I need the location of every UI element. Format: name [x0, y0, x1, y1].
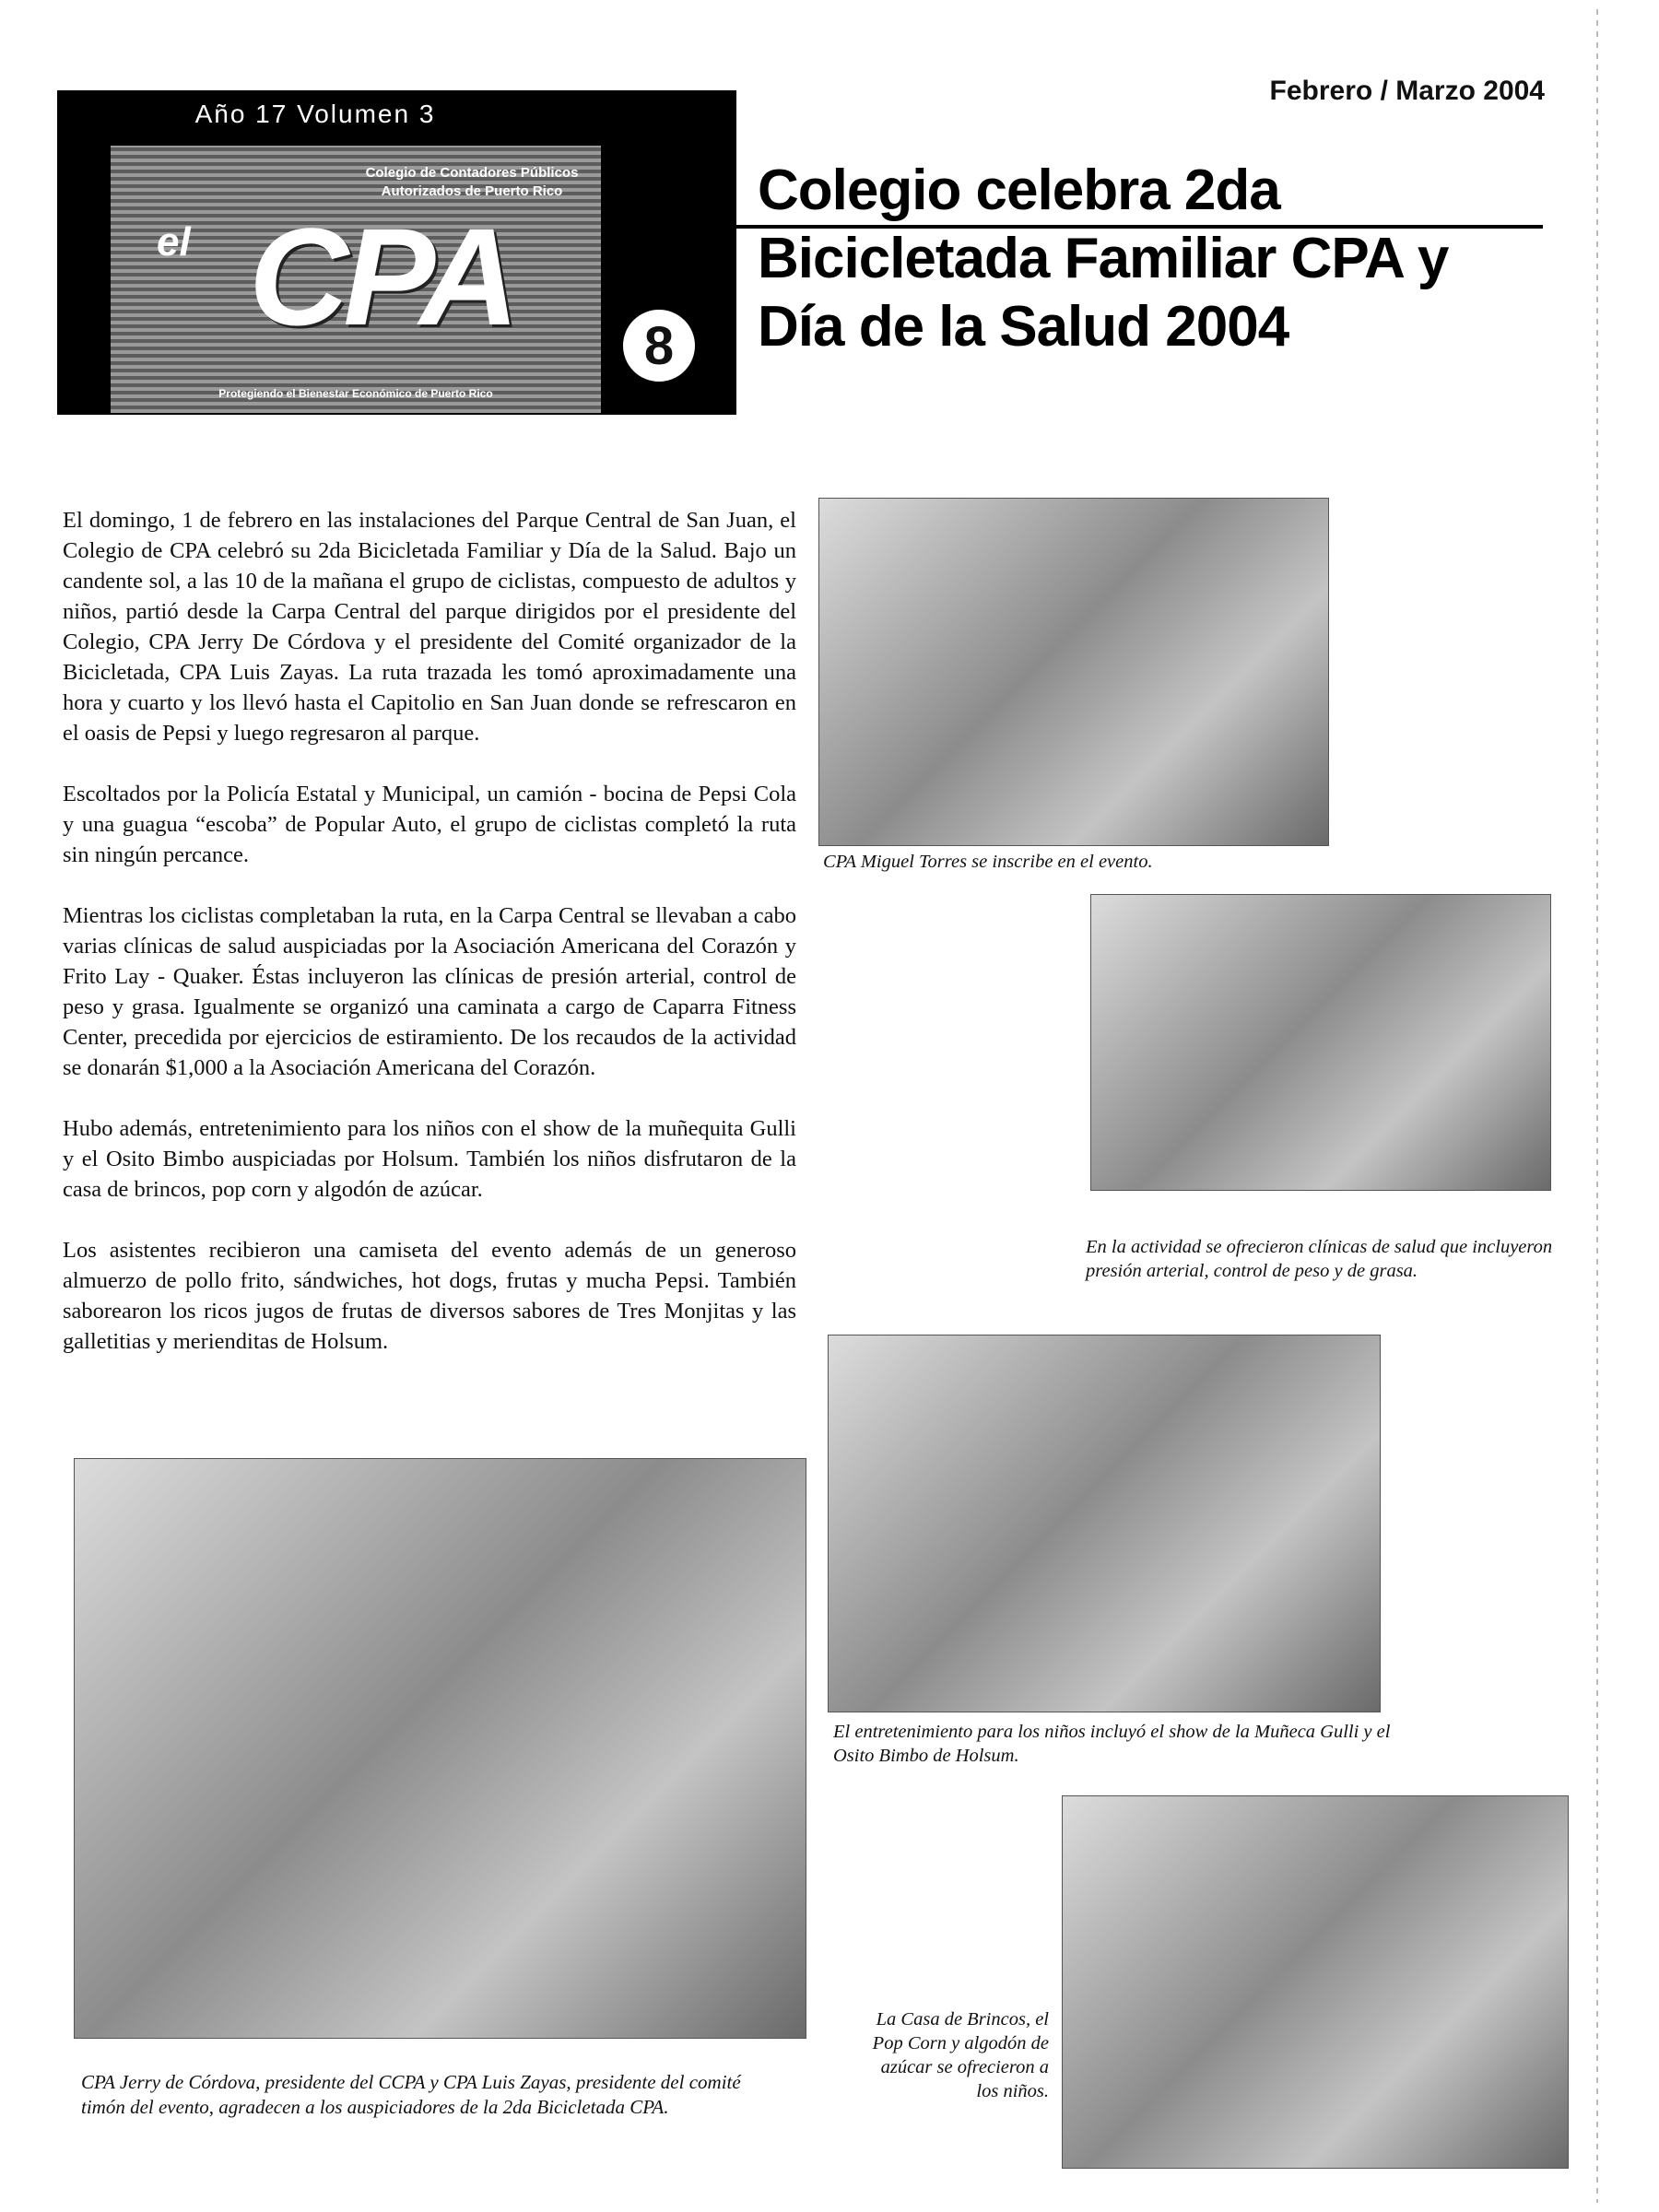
- paragraph: Hubo además, entretenimiento para los niños con el show de la muñequita Gulli y el Osito Bimbo auspiciadas por Holsum. También los niños disfrutaron de la casa de brincos, pop corn y algodón de azúcar.: [63, 1116, 796, 1202]
- photo-entertainment: [828, 1335, 1381, 1712]
- article-body: [63, 505, 796, 1387]
- article-title: [758, 157, 1550, 361]
- title-line-2: Bicicletada Familiar CPA y: [758, 227, 1449, 290]
- year-volume: Año 17 Volumen 3: [194, 100, 436, 128]
- caption-presidents: CPA Jerry de Córdova, presidente del CCPA y CPA Luis Zayas, presidente del comité timón del evento, agradecen a los auspiciadores de la 2da Bicicletada CPA.: [81, 2071, 741, 2118]
- photo-bounce-house: [1062, 1795, 1569, 2169]
- caption-health-clinic: En la actividad se ofrecieron clínicas de salud que incluyeron presión arterial, control de peso y de grasa.: [1086, 1237, 1553, 1281]
- caption-bounce-house: La Casa de Brincos, el Pop Corn y algodón de azúcar se ofrecieron a los niños.: [872, 2009, 1049, 2101]
- title-line-3: Día de la Salud 2004: [758, 295, 1289, 359]
- logo-prefix: el: [157, 219, 191, 265]
- photo-registration: [818, 498, 1329, 846]
- issue-date: Febrero / Marzo 2004: [1269, 76, 1545, 106]
- paragraph: Mientras los ciclistas completaban la ruta, en la Carpa Central se llevaban a cabo varias clínicas de salud auspiciadas por la Asociación Americana del Corazón y Frito Lay - Quaker. Éstas incluyeron las clínicas de presión arterial, control de peso y grasa. Igualmente se organizó una caminata a cargo de Caparra Fitness Center, precedida por ejercicios de estiramiento. De los recaudos de la actividad se donarán $1,000 a la Asociación Americana del Corazón.: [63, 903, 796, 1080]
- title-line-1: Colegio celebra 2da: [758, 159, 1280, 222]
- organization-name: Colegio de Contadores Públicos Autorizados de Puerto Rico: [365, 165, 579, 199]
- page-number: 8: [619, 306, 699, 385]
- logo-tagline: Protegiendo el Bienestar Económico de Puerto Rico: [218, 387, 493, 400]
- paragraph: Los asistentes recibieron una camiseta del evento además de un generoso almuerzo de pollo frito, sándwiches, hot dogs, frutas y mucha Pepsi. También saborearon los ricos jugos de frutas de diversos sabores de Tres Monjitas y las galletitias y merienditas de Holsum.: [63, 1238, 796, 1354]
- photo-health-clinic: [1090, 894, 1551, 1191]
- paragraph: El domingo, 1 de febrero en las instalaciones del Parque Central de San Juan, el Colegio de CPA celebró su 2da Bicicletada Familiar y Día de la Salud. Bajo un candente sol, a las 10 de la mañana el grupo de ciclistas, compuesto de adultos y niños, partió desde la Carpa Central del parque dirigidos por el presidente del Colegio, CPA Jerry De Córdova y el presidente del Comité organizador de la Bicicletada, CPA Luis Zayas. La ruta trazada les tomó aproximadamente una hora y cuarto y los llevó hasta el Capitolio en San Juan donde se refrescaron en el oasis de Pepsi y luego regresaron al parque.: [63, 508, 796, 746]
- logo-panel: [111, 146, 601, 413]
- paragraph: Escoltados por la Policía Estatal y Municipal, un camión - bocina de Pepsi Cola y una guagua “escoba” de Popular Auto, el grupo de ciclistas completó la ruta sin ningún percance.: [63, 782, 796, 867]
- logo-cpa: CPA: [249, 199, 514, 354]
- page-edge: [1596, 9, 1598, 2203]
- caption-entertainment: El entretenimiento para los niños incluyó el show de la Muñeca Gulli y el Osito Bimbo de Holsum.: [833, 1722, 1391, 1766]
- photo-presidents: [74, 1458, 806, 2039]
- caption-registration: CPA Miguel Torres se inscribe en el evento.: [823, 852, 1153, 872]
